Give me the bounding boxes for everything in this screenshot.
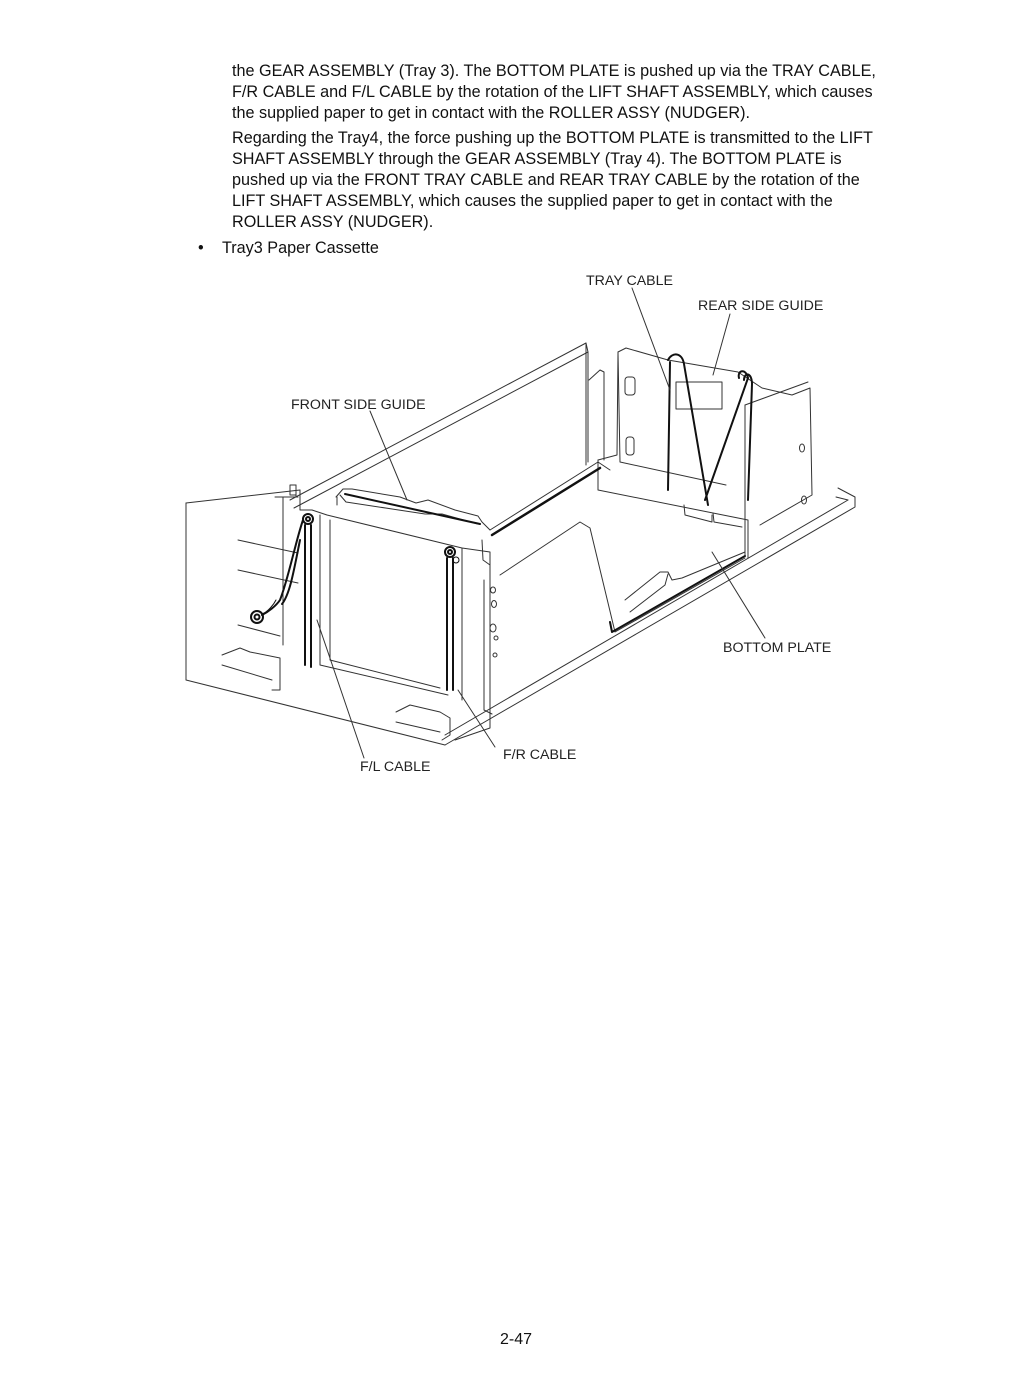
bottom-plate [490,462,745,632]
tray-cable [668,354,752,505]
label-bottom-plate: BOTTOM PLATE [723,640,832,656]
front-side-guide [336,489,490,530]
text-line: the supplied paper to get in contact with the ROLLER ASSY (NUDGER). [232,104,750,122]
page-number: 2-47 [500,1331,533,1348]
back-wall [290,343,588,508]
text-line: the GEAR ASSEMBLY (Tray 3). The BOTTOM PLATE is pushed up via the TRAY CABLE, [232,62,876,80]
fl-cable [251,514,313,667]
callout-fl-cable [317,620,364,758]
text-line: F/R CABLE and F/L CABLE by the rotation of the LIFT SHAFT ASSEMBLY, which causes [232,83,873,101]
bullet-icon: • [198,239,204,257]
callout-rear-side-guide [713,314,730,375]
rear-side-guide [589,348,812,558]
text-line: Regarding the Tray4, the force pushing up the BOTTOM PLATE is transmitted to the LIFT [232,129,873,147]
bullet-text: Tray3 Paper Cassette [222,239,379,257]
label-rear-side-guide: REAR SIDE GUIDE [698,298,824,314]
callout-front-side-guide [370,411,407,500]
text-line: pushed up via the FRONT TRAY CABLE and REAR TRAY CABLE by the rotation of the [232,171,860,189]
text-line: SHAFT ASSEMBLY through the GEAR ASSEMBLY (Tray 4). The BOTTOM PLATE is [232,150,842,168]
fr-cable [445,547,459,690]
callout-bottom-plate [712,552,765,638]
label-fr-cable: F/R CABLE [503,747,577,763]
label-front-side-guide: FRONT SIDE GUIDE [291,397,426,413]
callout-tray-cable [632,288,670,390]
text-line: LIFT SHAFT ASSEMBLY, which causes the supplied paper to get in contact with the [232,192,833,210]
text-line: ROLLER ASSY (NUDGER). [232,213,434,231]
label-tray-cable: TRAY CABLE [586,273,673,289]
front-face-panel [222,485,498,740]
callout-fr-cable [458,690,495,747]
label-fl-cable: F/L CABLE [360,759,431,775]
callout-lines [317,288,765,758]
cassette-floor [186,488,855,745]
